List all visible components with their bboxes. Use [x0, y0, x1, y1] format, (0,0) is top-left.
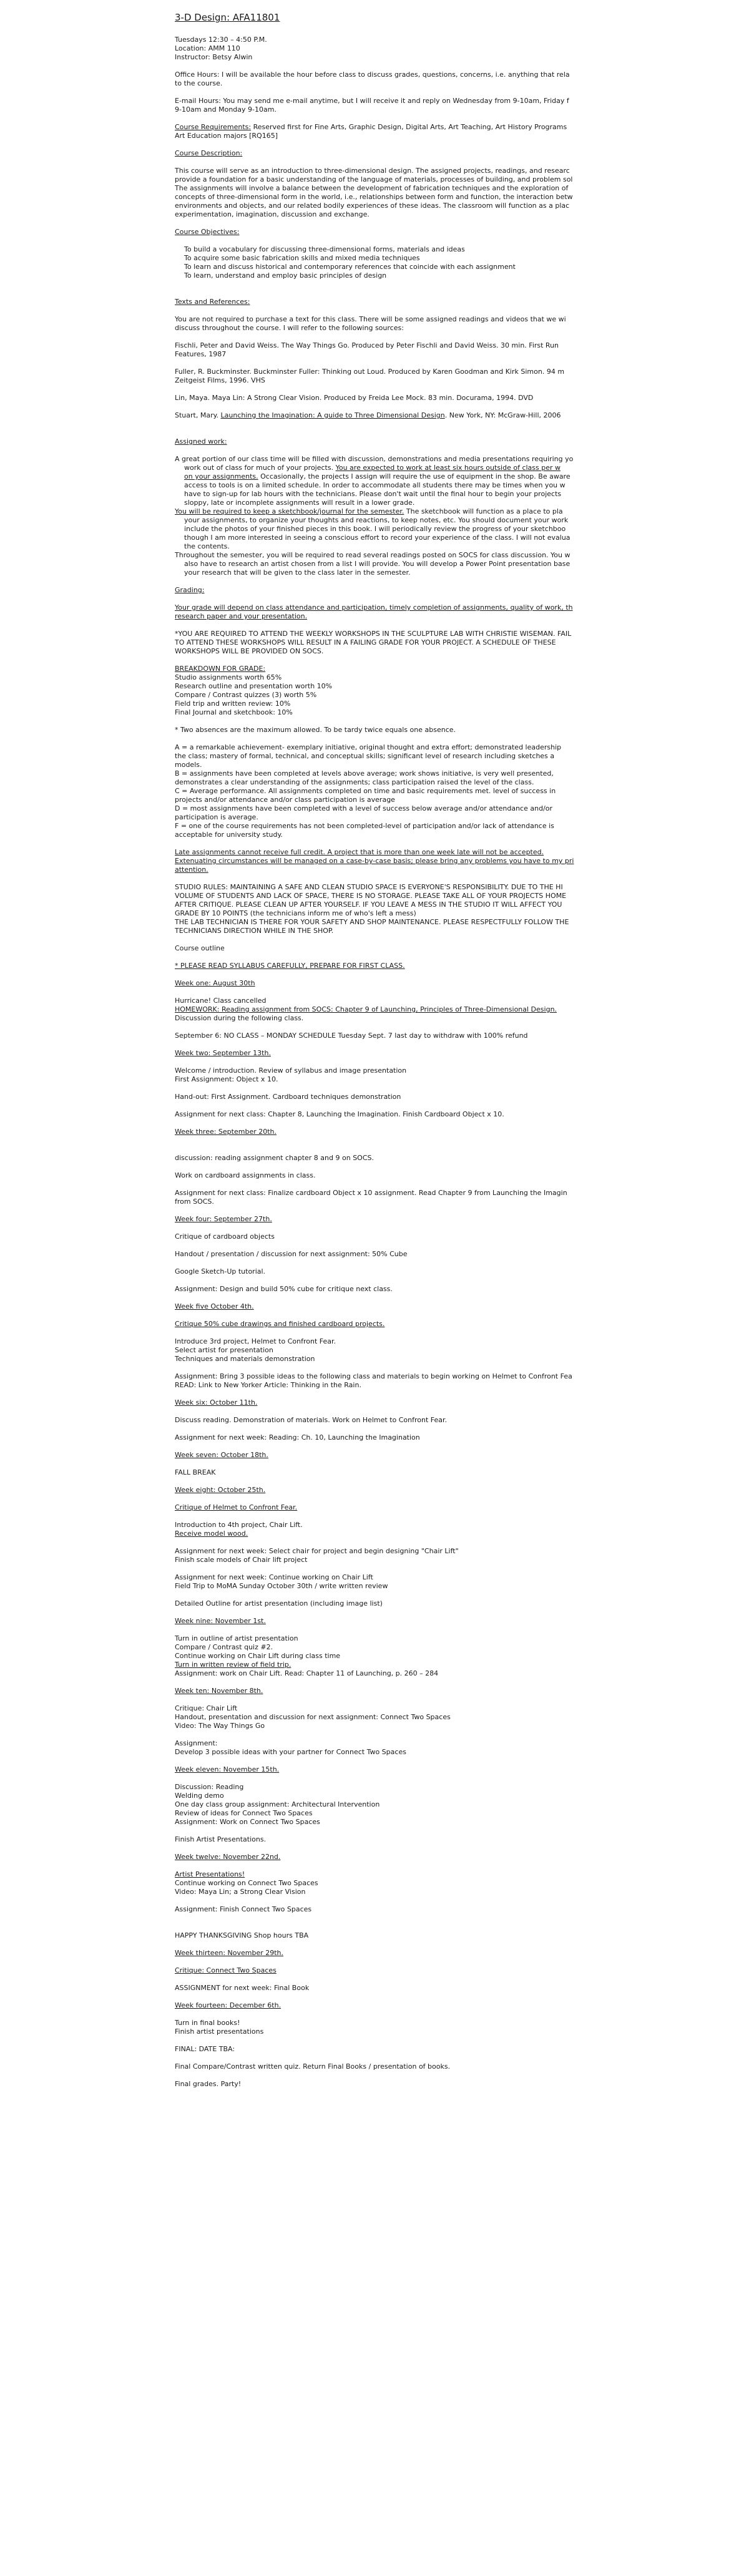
- week-item: Review of ideas for Connect Two Spaces: [175, 1809, 313, 1817]
- studio-rules: VOLUME OF STUDENTS AND LACK OF SPACE, THERE IS NO STORAGE. PLEASE TAKE ALL OF YOUR PROJECTS HOME: [175, 892, 567, 900]
- grade-scale-line: models.: [175, 761, 202, 769]
- grade-scale-line: the class; mastery of formal, technical, and conceptual skills; significant level of research including sketches a: [175, 752, 555, 760]
- week-item: Assignment: Bring 3 possible ideas to the following class and materials to begin working on Helmet to Confront Fea: [175, 1372, 572, 1380]
- week-item: First Assignment: Object x 10.: [175, 1075, 278, 1083]
- week-item: Welcome / introduction. Review of syllabus and image presentation: [175, 1066, 407, 1075]
- section-heading: Course Objectives:: [175, 228, 240, 236]
- breakdown-item: Final Journal and sketchbook: 10%: [175, 708, 293, 716]
- week-item: Final grades. Party!: [175, 2080, 242, 2088]
- week-item: HOMEWORK: Reading assignment from SOCS: Chapter 9 of Launching, Principles of Three-Dimensional Design.: [175, 1005, 557, 1013]
- grading-summary: Your grade will depend on class attendance and participation, timely completion of assignments, quality of work, th: [175, 603, 573, 612]
- sketchbook-paragraph: [175, 507, 749, 516]
- week-heading: Week seven: October 18th.: [175, 1451, 268, 1459]
- breakdown-item: Studio assignments worth 65%: [175, 673, 282, 681]
- week-item: Handout, presentation and discussion for next assignment: Connect Two Spaces: [175, 1713, 451, 1721]
- week-item: Assignment: Work on Connect Two Spaces: [175, 1818, 320, 1826]
- studio-rules: THE LAB TECHNICIAN IS THERE FOR YOUR SAFETY AND SHOP MAINTENANCE. PLEASE RESPECTFULLY FOLLOW THE: [175, 918, 569, 926]
- objective-item: To acquire some basic fabrication skills and mixed media techniques: [184, 254, 420, 262]
- breakdown-heading: BREAKDOWN FOR GRADE:: [175, 665, 266, 673]
- description-line: This course will serve as an introduction to three-dimensional design. The assigned projects, readings, and researc: [175, 167, 570, 175]
- readings-paragraph: also have to research an artist chosen from a list I will provide. You will develop a Power Point presentation base: [184, 560, 570, 568]
- week-heading: Week four: September 27th.: [175, 1215, 272, 1223]
- studio-rules: STUDIO RULES: MAINTAINING A SAFE AND CLEAN STUDIO SPACE IS EVERYONE'S RESPONSIBILITY. DUE TO THE HI: [175, 883, 563, 891]
- week-item: Finish Artist Presentations.: [175, 1835, 267, 1843]
- grade-scale-line: D = most assignments have been completed with a level of success below average and/or attendance and/or: [175, 804, 553, 812]
- location-line: Location: AMM 110: [175, 44, 240, 52]
- week-item: FINAL: DATE TBA:: [175, 2045, 235, 2053]
- sketchbook-paragraph: though I am more interested in seeing a conscious effort to record your experience of the class. I will not evalua: [184, 534, 570, 542]
- week-item: Discuss reading. Demonstration of materials. Work on Helmet to Confront Fear.: [175, 1416, 448, 1424]
- reference-item: Fischli, Peter and David Weiss. The Way Things Go. Produced by Peter Fischli and David Weiss. 30 min. First Run: [175, 341, 559, 349]
- late-policy: Extenuating circumstances will be managed on a case-by-case basis; please bring any problems you have to my pri: [175, 857, 574, 865]
- assigned-paragraph: [175, 472, 749, 481]
- week-item: Discussion: Reading: [175, 1783, 244, 1791]
- section-heading: Texts and References:: [175, 298, 250, 306]
- course-title: 3-D Design: AFA11801: [175, 12, 280, 23]
- grade-scale-line: acceptable for university study.: [175, 831, 283, 839]
- instructor-line: Instructor: Betsy Alwin: [175, 53, 253, 61]
- week-item: Techniques and materials demonstration: [175, 1355, 315, 1363]
- assigned-paragraph: sloppy, late or incomplete assignments will result in a lower grade.: [184, 499, 415, 507]
- description-line: concepts of three-dimensional form in the world, i.e., relationships between form and function, the interaction betw: [175, 193, 573, 201]
- workshop-notice: *YOU ARE REQUIRED TO ATTEND THE WEEKLY WORKSHOPS IN THE SCULPTURE LAB WITH CHRISTIE WISEMAN. FAIL: [175, 630, 572, 638]
- reference-item: Fuller, R. Buckminster. Buckminster Fuller: Thinking out Loud. Produced by Karen Goodman and Kirk Simon. 94 m: [175, 368, 565, 376]
- week-item: from SOCS.: [175, 1198, 214, 1206]
- week-item: Assignment: Finish Connect Two Spaces: [175, 1905, 312, 1913]
- week-item: Welding demo: [175, 1792, 224, 1800]
- grade-scale-line: F = one of the course requirements has not been completed-level of participation and/or lack of attendance is: [175, 822, 554, 830]
- week-item: READ: Link to New Yorker Article: Thinking in the Rain.: [175, 1381, 361, 1389]
- reference-item: Zeitgeist Films, 1996. VHS: [175, 376, 265, 384]
- week-heading: Week eleven: November 15th.: [175, 1765, 280, 1773]
- week-item: Continue working on Connect Two Spaces: [175, 1879, 318, 1887]
- read-syllabus-note: * PLEASE READ SYLLABUS CAREFULLY, PREPARE FOR FIRST CLASS.: [175, 962, 405, 970]
- sketchbook-paragraph: the contents.: [184, 542, 230, 550]
- course-requirements: Art Education majors [RQ165]: [175, 132, 278, 140]
- sketchbook-paragraph: your assignments, to organize your thoughts and reactions, to keep notes, etc. You should document your work: [184, 516, 569, 524]
- week-item: Critique of Helmet to Confront Fear.: [175, 1503, 298, 1511]
- week-item: Finish artist presentations: [175, 2027, 264, 2036]
- grade-scale-line: projects and/or attendance and/or class participation is average: [175, 796, 395, 804]
- week-heading: Week two: September 13th.: [175, 1049, 271, 1057]
- workshop-notice: TO ATTEND THESE WORKSHOPS WILL RESULT IN A FAILING GRADE FOR YOUR PROJECT. A SCHEDULE OF THESE: [175, 638, 556, 646]
- reference-item: [175, 411, 749, 420]
- week-item: discussion: reading assignment chapter 8 and 9 on SOCS.: [175, 1154, 374, 1162]
- week-heading: Week eight: October 25th.: [175, 1486, 266, 1494]
- week-item: Assignment for next class: Chapter 8, Launching the Imagination. Finish Cardboard Object x 10.: [175, 1110, 504, 1118]
- week-heading: Week twelve: November 22nd.: [175, 1853, 281, 1861]
- week-heading: Week nine: November 1st.: [175, 1617, 266, 1625]
- week-heading: Week one: August 30th: [175, 979, 255, 987]
- week-item: Select artist for presentation: [175, 1346, 273, 1354]
- week-item: Turn in final books!: [175, 2019, 240, 2027]
- week-item: Introduce 3rd project, Helmet to Confront Fear.: [175, 1337, 336, 1345]
- grade-scale-line: B = assignments have been completed at levels above average; work shows initiative, is very well presented,: [175, 769, 554, 778]
- late-policy: attention.: [175, 866, 208, 874]
- week-item: Finish scale models of Chair lift project: [175, 1556, 308, 1564]
- section-heading: Course Description:: [175, 149, 243, 157]
- week-item: Video: The Way Things Go: [175, 1722, 265, 1730]
- week-item: Final Compare/Contrast written quiz. Return Final Books / presentation of books.: [175, 2062, 451, 2071]
- week-item: Assignment:: [175, 1739, 218, 1747]
- studio-rules: TECHNICIANS DIRECTION WHILE IN THE SHOP.: [175, 927, 334, 935]
- week-item: Critique of cardboard objects: [175, 1232, 275, 1241]
- grade-scale-line: demonstrates a clear understanding of the assignments; class participation raised the level of the class.: [175, 778, 534, 786]
- week-heading: Week thirteen: November 29th.: [175, 1949, 284, 1957]
- week-item: Assignment for next class: Finalize cardboard Object x 10 assignment. Read Chapter 9 from Launching the Imagin: [175, 1189, 567, 1197]
- texts-intro: You are not required to purchase a text for this class. There will be some assigned readings and videos that we wi: [175, 315, 566, 323]
- week-item: September 6: NO CLASS – MONDAY SCHEDULE Tuesday Sept. 7 last day to withdraw with 100% refund: [175, 1032, 528, 1040]
- week-item: Critique: Chair Lift: [175, 1704, 238, 1712]
- studio-rules: GRADE BY 10 POINTS (the technicians inform me of who's left a mess): [175, 909, 416, 917]
- breakdown-item: Research outline and presentation worth 10%: [175, 682, 333, 690]
- week-item: Google Sketch-Up tutorial.: [175, 1267, 266, 1276]
- objective-item: To build a vocabulary for discussing three-dimensional forms, materials and ideas: [184, 245, 465, 253]
- week-item: Compare / Contrast quiz #2.: [175, 1643, 273, 1651]
- reference-book-title: Launching the Imagination: A guide to Three Dimensional Design: [220, 411, 445, 419]
- readings-paragraph: Throughout the semester, you will be required to read several readings posted on SOCS for class discussion. You w: [175, 551, 570, 559]
- absence-policy: * Two absences are the maximum allowed. To be tardy twice equals one absence.: [175, 726, 456, 734]
- grade-scale-line: C = Average performance. All assignments completed on time and basic requirements met. level of success in: [175, 787, 556, 795]
- breakdown-item: Field trip and written review: 10%: [175, 700, 291, 708]
- section-heading: Grading:: [175, 586, 205, 594]
- texts-intro: discuss throughout the course. I will refer to the following sources:: [175, 324, 404, 332]
- week-item: Turn in written review of field trip.: [175, 1661, 291, 1669]
- assigned-paragraph: access to tools is on a limited schedule. In order to accommodate all students there may be times when you w: [184, 481, 565, 489]
- week-item: Work on cardboard assignments in class.: [175, 1171, 316, 1179]
- readings-paragraph: your research that will be given to the class later in the semester.: [184, 568, 411, 577]
- week-item: Assignment for next week: Continue working on Chair Lift: [175, 1573, 373, 1581]
- sketchbook-emphasis: You will be required to keep a sketchbook/journal for the semester.: [175, 507, 404, 515]
- week-item: Critique: Connect Two Spaces: [175, 1966, 277, 1974]
- week-item: Assignment: work on Chair Lift. Read: Chapter 11 of Launching, p. 260 – 284: [175, 1669, 439, 1677]
- course-requirements: [175, 123, 749, 132]
- requirements-text: Reserved first for Fine Arts, Graphic Design, Digital Arts, Art Teaching, Art History Programs: [251, 123, 567, 131]
- description-line: The assignments will involve a balance between the development of fabrication techniques and the exploration of: [175, 184, 569, 192]
- week-item: Assignment for next week: Reading: Ch. 10, Launching the Imagination: [175, 1433, 420, 1442]
- reference-publisher: . New York, NY: McGraw-Hill, 2006: [444, 411, 561, 419]
- late-policy: Late assignments cannot receive full credit. A project that is more than one week late will not be accepted.: [175, 848, 544, 856]
- week-item: Hurricane! Class cancelled: [175, 997, 267, 1005]
- reference-item: Lin, Maya. Maya Lin: A Strong Clear Vision. Produced by Freida Lee Mock. 83 min. Docurama, 1994. DVD: [175, 394, 534, 402]
- week-item: Assignment: Design and build 50% cube for critique next class.: [175, 1285, 393, 1293]
- email-hours: E-mail Hours: You may send me e-mail anytime, but I will receive it and reply on Wednesday from 9-10am, Friday f: [175, 97, 569, 105]
- office-hours: Office Hours: I will be available the hour before class to discuss grades, questions, concerns, i.e. anything that rela: [175, 71, 570, 79]
- assigned-emphasis: on your assignments.: [184, 472, 258, 481]
- section-heading: Course outline: [175, 944, 225, 952]
- assigned-text: Occasionally, the projects I assign will require the use of equipment in the shop. Be aware: [258, 472, 570, 481]
- reference-author: Stuart, Mary.: [175, 411, 221, 419]
- week-item: Receive model wood.: [175, 1530, 248, 1538]
- week-item: Turn in outline of artist presentation: [175, 1634, 298, 1642]
- description-line: experimentation, imagination, discussion and exchange.: [175, 210, 370, 218]
- grade-scale-line: A = a remarkable achievement- exemplary initiative, original thought and extra effort; demonstrated leadership: [175, 743, 562, 751]
- section-heading: Assigned work:: [175, 437, 227, 446]
- week-item: Critique 50% cube drawings and finished cardboard projects.: [175, 1320, 385, 1328]
- week-heading: Week fourteen: December 6th.: [175, 2001, 281, 2009]
- assigned-text: work out of class for much of your projects.: [184, 464, 336, 472]
- schedule-line: Tuesdays 12:30 – 4:50 P.M.: [175, 36, 267, 44]
- week-heading: Week ten: November 8th.: [175, 1687, 263, 1695]
- week-item: Introduction to 4th project, Chair Lift.: [175, 1521, 303, 1529]
- week-item: Artist Presentations!: [175, 1870, 245, 1878]
- week-heading: Week six: October 11th.: [175, 1398, 258, 1407]
- requirements-label: Course Requirements:: [175, 123, 252, 131]
- week-item: Field Trip to MoMA Sunday October 30th / write written review: [175, 1582, 388, 1590]
- grading-summary: research paper and your presentation.: [175, 612, 308, 620]
- email-hours: 9-10am and Monday 9-10am.: [175, 105, 277, 114]
- workshop-notice: WORKSHOPS WILL BE PROVIDED ON SOCS.: [175, 647, 324, 655]
- week-item: Handout / presentation / discussion for next assignment: 50% Cube: [175, 1250, 408, 1258]
- objective-item: To learn and discuss historical and contemporary references that coincide with each assignment: [184, 263, 516, 271]
- assigned-paragraph: [175, 464, 749, 472]
- week-item: Discussion during the following class.: [175, 1014, 304, 1022]
- week-item: ASSIGNMENT for next week: Final Book: [175, 1984, 310, 1992]
- week-heading: Week three: September 20th.: [175, 1128, 277, 1136]
- sketchbook-paragraph: include the photos of your finished pieces in this book. I will periodically review the progress of your sketchboo: [184, 525, 566, 533]
- week-item: Detailed Outline for artist presentation (including image list): [175, 1599, 383, 1608]
- office-hours: to the course.: [175, 79, 223, 87]
- reference-item: Features, 1987: [175, 350, 227, 358]
- description-line: provide a foundation for a basic understanding of the language of materials, processes of building, and problem sol: [175, 175, 573, 183]
- week-item: Develop 3 possible ideas with your partner for Connect Two Spaces: [175, 1748, 406, 1756]
- week-item: One day class group assignment: Architectural Intervention: [175, 1800, 380, 1808]
- grade-scale-line: participation is average.: [175, 813, 258, 821]
- syllabus-document: [175, 11, 749, 2089]
- objective-item: To learn, understand and employ basic principles of design: [184, 271, 387, 280]
- sketchbook-text: The sketchbook will function as a place to pla: [404, 507, 563, 515]
- studio-rules: AFTER CRITIQUE. PLEASE CLEAN UP AFTER YOURSELF. IF YOU LEAVE A MESS IN THE STUDIO IT WILL AFFECT YOU: [175, 900, 562, 909]
- breakdown-item: Compare / Contrast quizzes (3) worth 5%: [175, 691, 317, 699]
- week-item: Assignment for next week: Select chair for project and begin designing "Chair Lift": [175, 1547, 459, 1555]
- week-item: Video: Maya Lin; a Strong Clear Vision: [175, 1888, 306, 1896]
- description-line: environments and objects, and our related bodily experiences of these ideas. The classroom will function as a plac: [175, 202, 570, 210]
- assigned-emphasis: You are expected to work at least six hours outside of class per w: [335, 464, 561, 472]
- assigned-paragraph: have to sign-up for lab hours with the technicians. Please don't wait until the final hour to begin your projects: [184, 490, 562, 498]
- week-heading: Week five October 4th.: [175, 1302, 254, 1310]
- week-item: HAPPY THANKSGIVING Shop hours TBA: [175, 1931, 309, 1939]
- week-item: Hand-out: First Assignment. Cardboard techniques demonstration: [175, 1093, 401, 1101]
- week-item: Continue working on Chair Lift during class time: [175, 1652, 341, 1660]
- assigned-paragraph: A great portion of our class time will be filled with discussion, demonstrations and media presentations requiring yo: [175, 455, 574, 463]
- week-item: FALL BREAK: [175, 1468, 216, 1476]
